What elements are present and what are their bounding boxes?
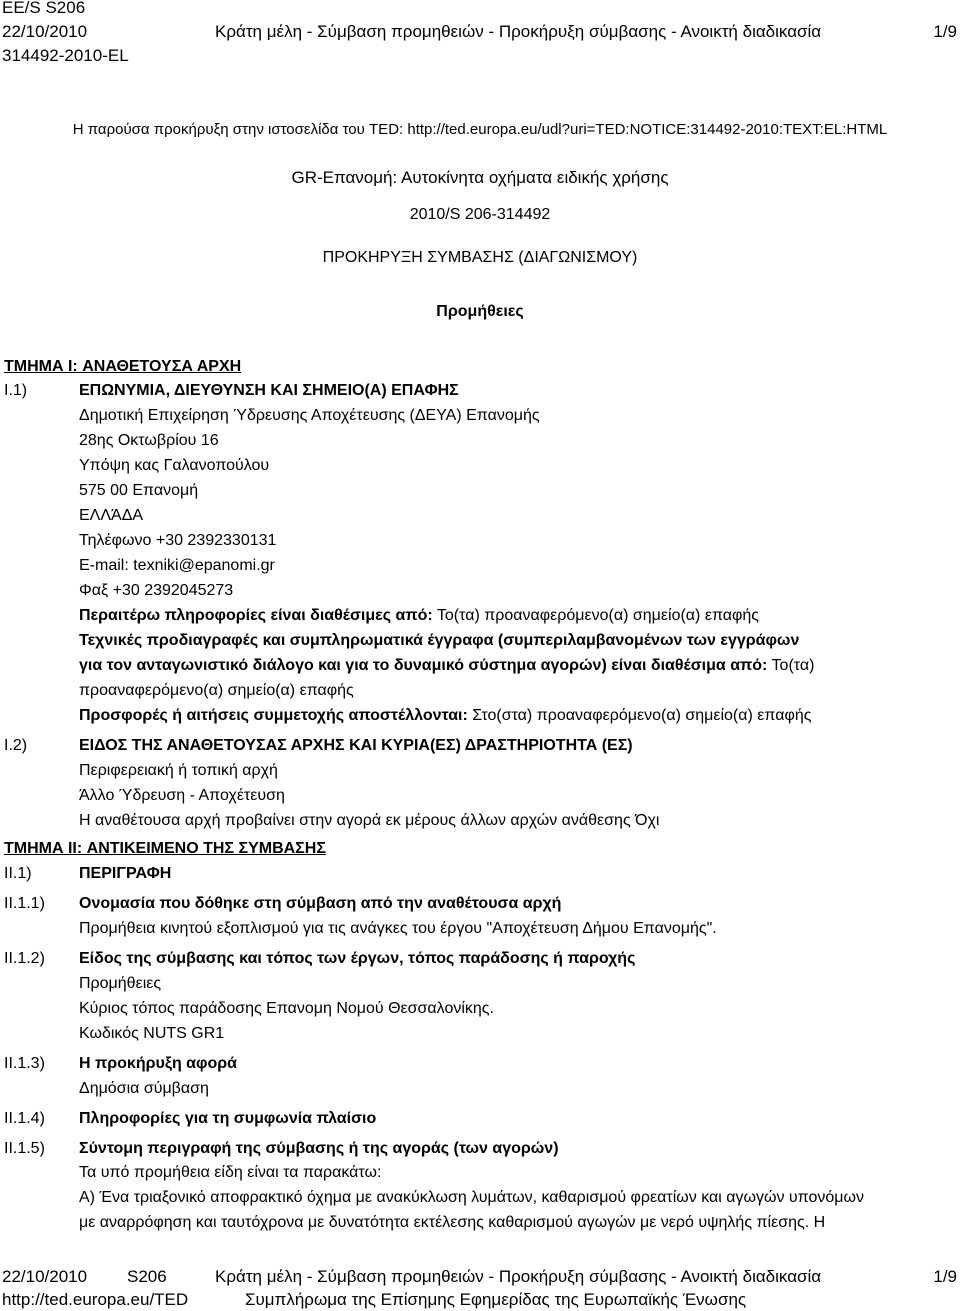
- header-page: 1/9: [933, 22, 957, 41]
- contract-title-heading: Ονομασία που δόθηκε στη σύμβαση από την αναθέτουσα αρχή: [79, 895, 562, 912]
- short-description-line: Α) Ένα τριαξονικό αποφρακτικό όχημα με ανακύκλωση λυμάτων, καθαρισμού φρεατίων και αγωγών υπονόμων: [79, 1189, 864, 1206]
- footer-date: 22/10/2010: [2, 1267, 88, 1286]
- short-description-line: Τα υπό προμήθεια είδη είναι τα παρακάτω:: [79, 1164, 382, 1181]
- footer-url[interactable]: http://ted.europa.eu/TED: [2, 1290, 189, 1309]
- email-label: E-mail:: [79, 557, 134, 574]
- doc-code: EE/S S206: [2, 0, 86, 17]
- framework-heading: Πληροφορίες για τη συμφωνία πλαίσιο: [79, 1110, 377, 1127]
- contact-heading: ΕΠΩΝΥΜΙΑ, ΔΙΕΥΘΥΝΣΗ ΚΑΙ ΣΗΜΕΙΟ(Α) ΕΠΑΦΗΣ: [79, 382, 459, 399]
- submit-value: Στο(στα) προαναφερόμενο(α) σημείο(α) επαφής: [467, 707, 812, 724]
- specs-label-line-2: για τον ανταγωνιστικό διάλογο και για το δυναμικό σύστημα αγορών) είναι διαθέσιμα από:: [79, 657, 768, 674]
- submit-label: Προσφορές ή αιτήσεις συμμετοχής αποστέλλονται:: [79, 707, 468, 724]
- main-activity: Άλλο Ύδρευση - Αποχέτευση: [79, 787, 285, 804]
- contract-title: Προμήθεια κινητού εξοπλισμού για τις ανάγκες του έργου "Αποχέτευση Δήμου Επανομής".: [79, 920, 717, 937]
- purchasing-on-behalf: Η αναθέτουσα αρχή προβαίνει στην αγορά εκ μέρους άλλων αρχών ανάθεσης Όχι: [79, 812, 660, 829]
- fax-number: Φαξ +30 2392045273: [79, 582, 234, 599]
- email-line: [79, 554, 275, 578]
- notice-reference: 2010/S 206-314492: [409, 206, 551, 223]
- notice-involves-heading: Η προκήρυξη αφορά: [79, 1055, 237, 1072]
- specs-value-line-2: Το(τα): [767, 657, 815, 674]
- contract-type-heading: Είδος της σύμβασης και τόπος των έργων, τόπος παράδοσης ή παροχής: [79, 950, 636, 967]
- contract-type: Προμήθειες: [79, 975, 162, 992]
- organisation-name: Δημοτική Επιχείρηση Ύδρευσης Αποχέτευσης (ΔΕΥΑ) Επανομής: [79, 407, 540, 424]
- section-number: II.1.4): [4, 1110, 45, 1127]
- nuts-code: Κωδικός NUTS GR1: [79, 1025, 225, 1042]
- authority-type-heading: ΕΙΔΟΣ ΤΗΣ ΑΝΑΘΕΤΟΥΣΑΣ ΑΡΧΗΣ ΚΑΙ ΚΥΡΙΑ(ΕΣ) ΔΡΑΣΤΗΡΙΟΤΗΤΑ (ΕΣ): [79, 737, 633, 754]
- notice-category: Προμήθειες: [436, 303, 524, 320]
- footer-series: S206: [127, 1267, 167, 1286]
- footer-page: 1/9: [933, 1267, 957, 1286]
- section-number: I.1): [4, 382, 28, 399]
- more-info-label: Περαιτέρω πληροφορίες είναι διαθέσιμες από:: [79, 607, 433, 624]
- notice-type: ΠΡΟΚΗΡΥΞΗ ΣΥΜΒΑΣΗΣ (ΔΙΑΓΩΝΙΣΜΟΥ): [322, 249, 638, 266]
- header-title: Κράτη μέλη - Σύμβαση προμηθειών - Προκήρυξη σύμβασης - Ανοικτή διαδικασία: [215, 22, 822, 41]
- more-info-value: Το(τα) προαναφερόμενο(α) σημείο(α) επαφής: [432, 607, 759, 624]
- country: ΕΛΛΆΔΑ: [79, 507, 144, 524]
- section-1-title: ΤΜΗΜΑ I: ΑΝΑΘΕΤΟΥΣΑ ΑΡΧΗ: [4, 358, 242, 375]
- specs-label-line-1: Τεχνικές προδιαγραφές και συμπληρωματικά έγγραφα (συμπεριλαμβανομένων των εγγράφων: [79, 632, 800, 649]
- postal-town: 575 00 Επανομή: [79, 482, 199, 499]
- short-description-line: με αναρρόφηση και ταυτόχρονα με δυνατότητα εκτέλεσης καθαρισμού αγωγών με νερό υψηλής πίεσης. Η: [79, 1214, 826, 1231]
- section-number: II.1): [4, 865, 32, 882]
- notice-number: 314492-2010-EL: [2, 46, 129, 65]
- street-address: 28ης Οκτωβρίου 16: [79, 432, 219, 449]
- description-heading: ΠΕΡΙΓΡΑΦΗ: [79, 865, 172, 882]
- ted-link-text[interactable]: Η παρούσα προκήρυξη στην ιστοσελίδα του TED: http://ted.europa.eu/udl?uri=TED:NOTICE:314492-2010:TEXT:EL:HTML: [72, 121, 888, 138]
- specs-line-2: [79, 654, 814, 678]
- section-2-title: ΤΜΗΜΑ II: ΑΝΤΙΚΕΙΜΕΝΟ ΤΗΣ ΣΥΜΒΑΣΗΣ: [4, 840, 326, 857]
- submit-line: [79, 704, 811, 728]
- section-number: II.1.5): [4, 1140, 45, 1157]
- phone-number: Τηλέφωνο +30 2392330131: [79, 532, 277, 549]
- authority-type: Περιφερειακή ή τοπική αρχή: [79, 762, 278, 779]
- footer-title: Κράτη μέλη - Σύμβαση προμηθειών - Προκήρυξη σύμβασης - Ανοικτή διαδικασία: [215, 1267, 822, 1286]
- delivery-site: Κύριος τόπος παράδοσης Επανομη Νομού Θεσσαλονίκης.: [79, 1000, 494, 1017]
- section-number: II.1.2): [4, 950, 45, 967]
- specs-value-line-3: προαναφερόμενο(α) σημείο(α) επαφής: [79, 682, 354, 699]
- notice-involves: Δημόσια σύμβαση: [79, 1080, 209, 1097]
- footer-supplement: Συμπλήρωμα της Επίσημης Εφημερίδας της Ευρωπαϊκής Ένωσης: [245, 1290, 747, 1309]
- section-number: II.1.1): [4, 895, 45, 912]
- section-number: II.1.3): [4, 1055, 45, 1072]
- more-info-line: [79, 604, 759, 628]
- section-number: I.2): [4, 737, 28, 754]
- attention-line: Υπόψη κας Γαλανοπούλου: [79, 457, 270, 474]
- notice-heading: GR-Επανομή: Αυτοκίνητα οχήματα ειδικής χρήσης: [291, 168, 669, 187]
- header-date: 22/10/2010: [2, 22, 88, 41]
- email-link[interactable]: texniki@epanomi.gr: [133, 557, 275, 574]
- short-description-heading: Σύντομη περιγραφή της σύμβασης ή της αγοράς (των αγορών): [79, 1140, 559, 1157]
